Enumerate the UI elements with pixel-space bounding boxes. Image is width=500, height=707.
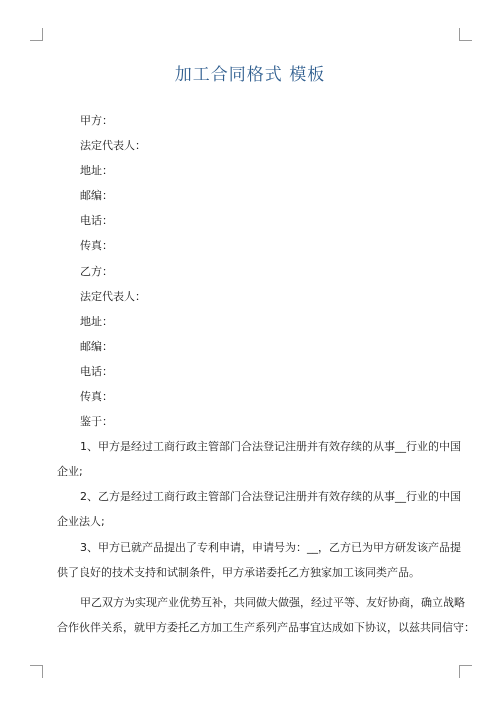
field-party-a-address: 地址： — [80, 164, 113, 177]
field-party-a-legal-representative: 法定代表人： — [80, 139, 146, 152]
field-party-a-fax: 传真： — [80, 239, 113, 252]
paragraph-4 — [57, 596, 475, 635]
page-corner-mark-top-right — [459, 28, 472, 41]
field-party-b-fax: 传真： — [80, 390, 113, 403]
paragraph-1-line-2: 企业; — [57, 465, 83, 478]
paragraph-3 — [57, 541, 461, 580]
paragraph-1-line-1: 1、甲方是经过工商行政主管部门合法登记注册并有效存续的从事__行业的中国 — [80, 440, 461, 453]
field-party-a: 甲方： — [80, 114, 113, 127]
paragraph-2-line-1: 2、乙方是经过工商行政主管部门合法登记注册并有效存续的从事__行业的中国 — [80, 490, 461, 503]
page-corner-mark-bottom-right — [459, 665, 472, 678]
page-corner-mark-bottom-left — [30, 665, 43, 678]
field-party-a-phone: 电话： — [80, 214, 113, 227]
field-party-b-address: 地址： — [80, 315, 113, 328]
paragraph-3-line-2: 供了良好的技术支持和试制条件，甲方承诺委托乙方独家加工该同类产品。 — [57, 566, 420, 579]
paragraph-2 — [57, 490, 461, 529]
document-title: 加工合同格式 模板 — [174, 65, 326, 85]
paragraph-4-line-2: 合作伙伴关系，就甲方委托乙方加工生产系列产品事宜达成如下协议，以兹共同信守： — [57, 621, 475, 634]
paragraph-3-line-1: 3、甲方已就产品提出了专利申请，申请号为：__，乙方已为甲方研发该产品提 — [80, 541, 461, 554]
paragraph-1 — [57, 440, 461, 479]
field-party-b: 乙方： — [80, 265, 113, 278]
field-party-b-postcode: 邮编： — [80, 340, 113, 353]
page-corner-mark-top-left — [30, 28, 43, 41]
field-whereas: 鉴于： — [80, 415, 113, 428]
paragraph-4-line-1: 甲乙双方为实现产业优势互补，共同做大做强，经过平等、友好协商，确立战略 — [80, 596, 465, 609]
field-party-b-phone: 电话： — [80, 365, 113, 378]
field-party-b-legal-representative: 法定代表人： — [80, 290, 146, 303]
paragraph-2-line-2: 企业法人; — [57, 515, 105, 528]
field-party-a-postcode: 邮编： — [80, 189, 113, 202]
